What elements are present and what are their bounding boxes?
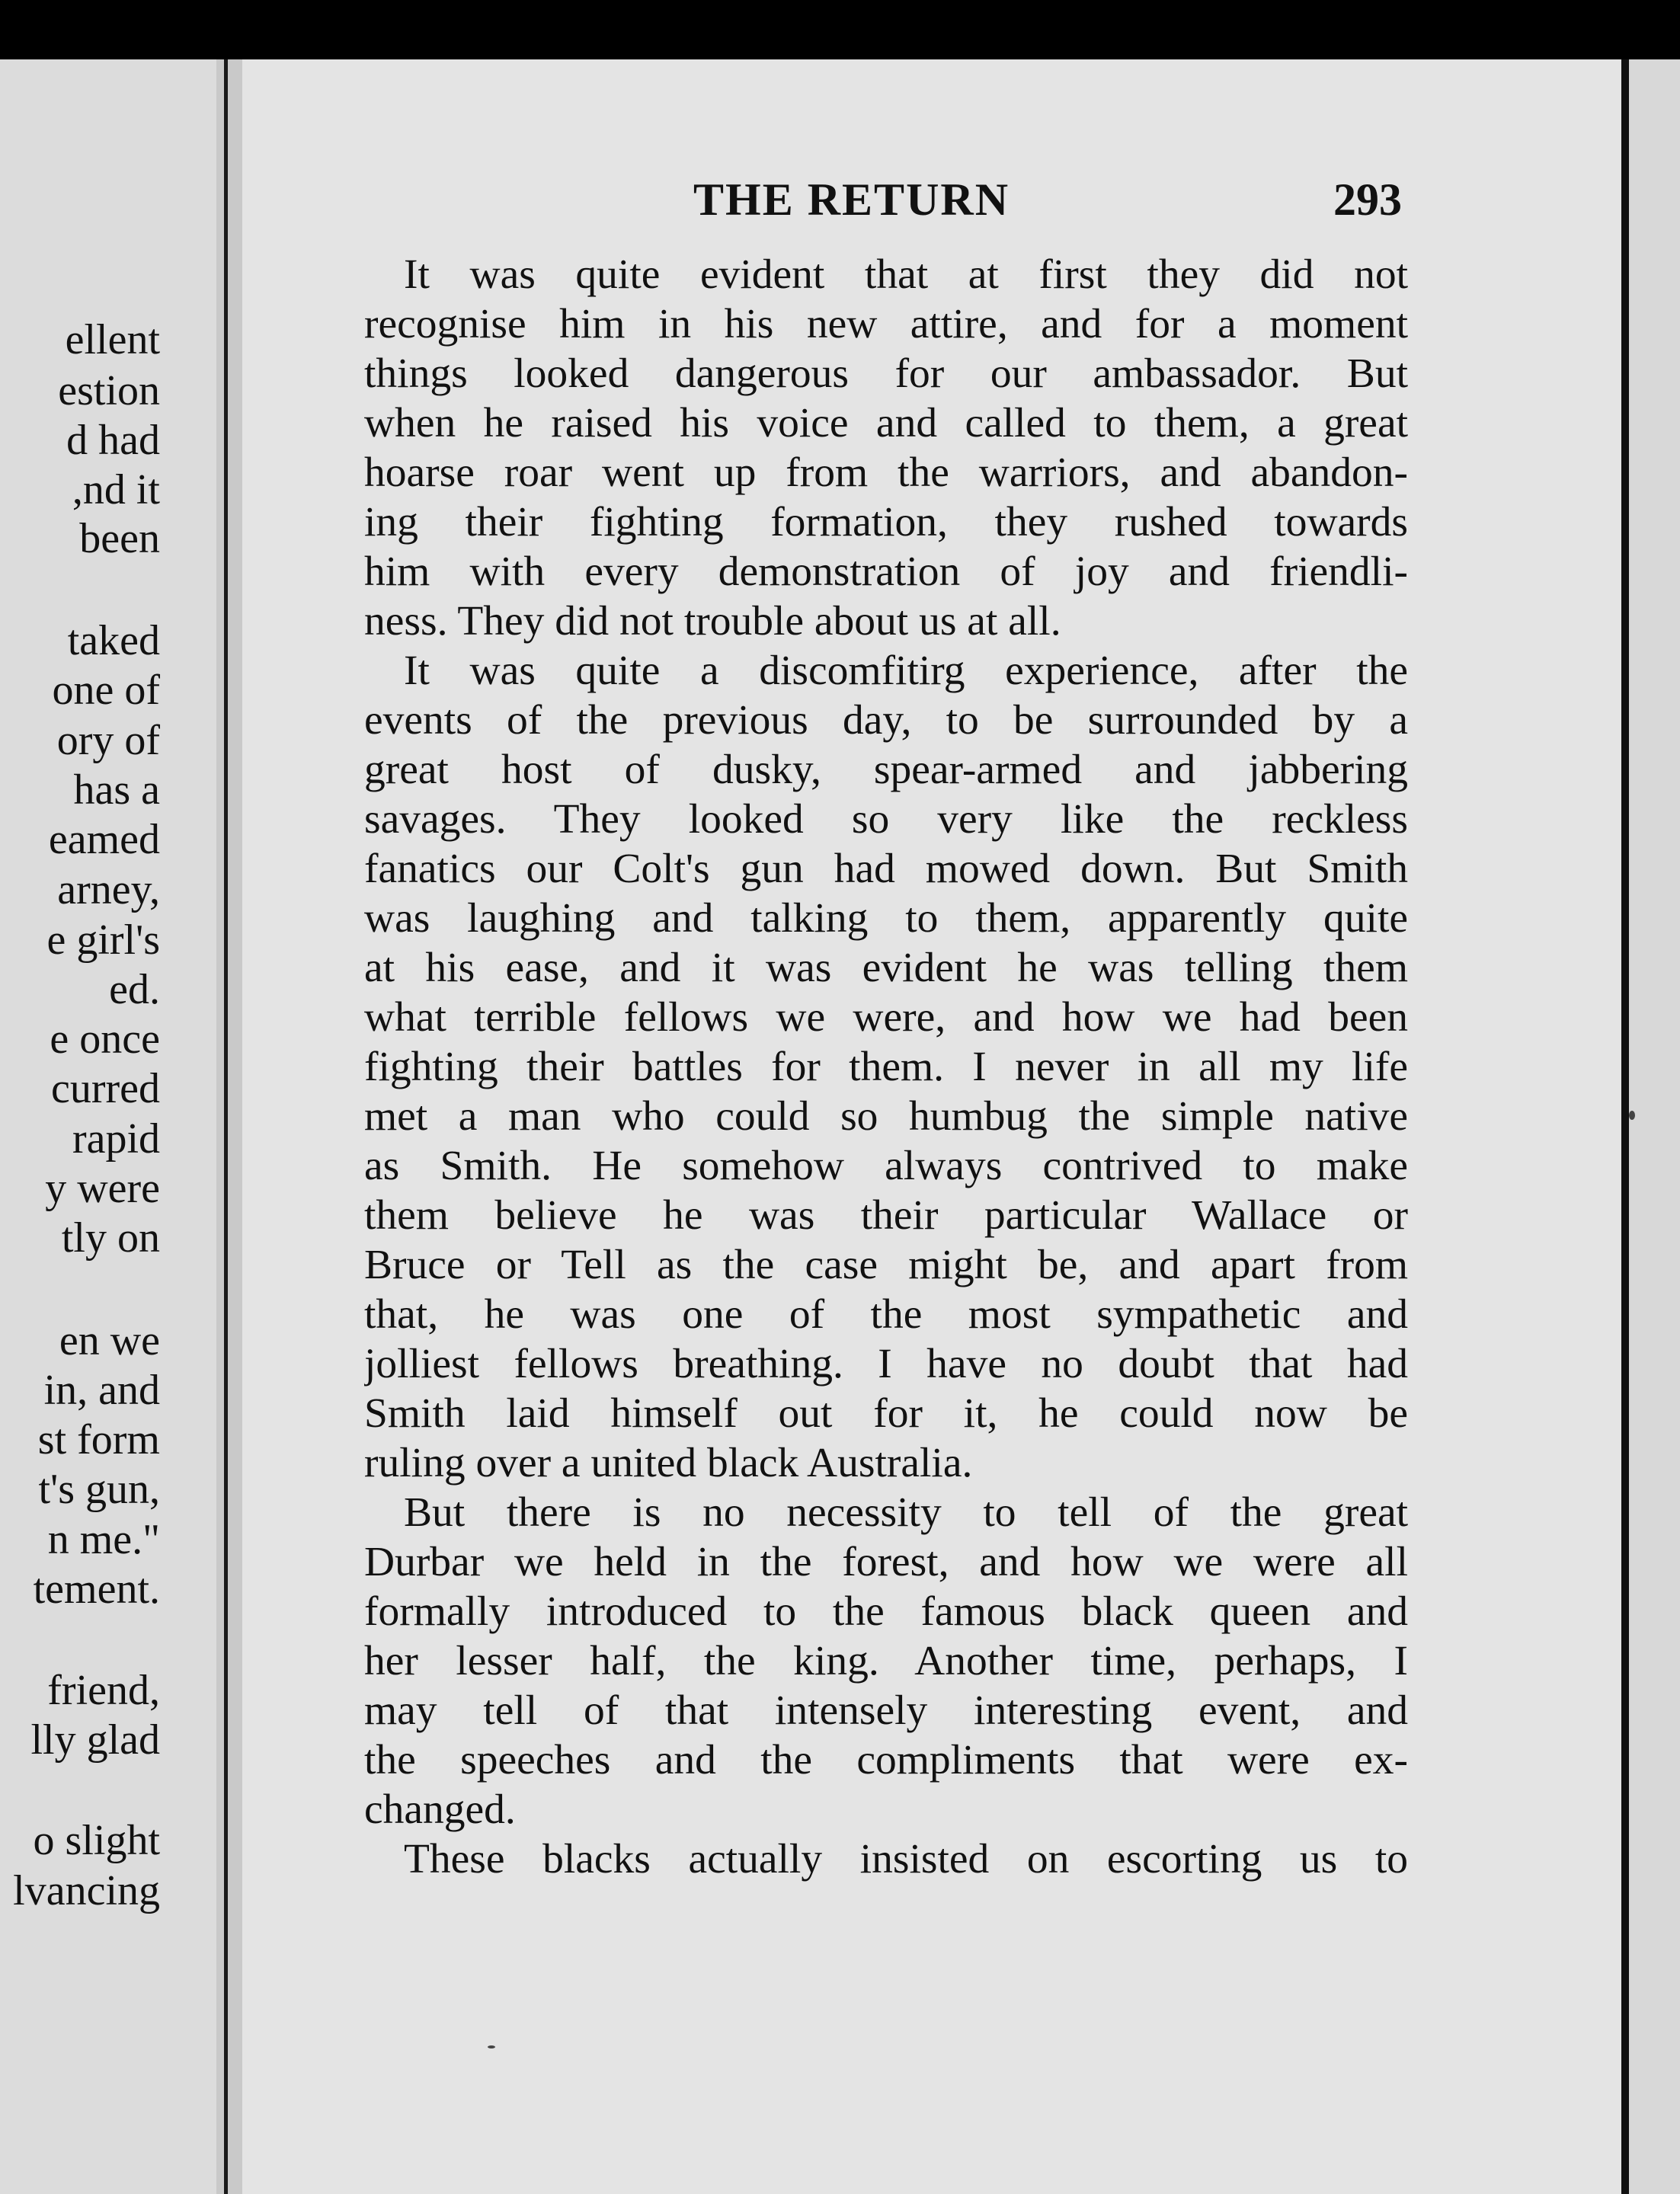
spine-rule [224, 59, 228, 2194]
text-line: what terrible fellows we were, and how we had been [364, 994, 1408, 1041]
left-page-line: curred [50, 1065, 160, 1112]
text-line: hoarse roar went up from the warriors, and abandon- [364, 449, 1408, 496]
left-page-line: d had [66, 417, 160, 464]
text-line: great host of dusky, spear-armed and jabbering [364, 747, 1408, 793]
text-line: formally introduced to the famous black queen and [364, 1588, 1408, 1635]
left-page-line: lvancing [13, 1867, 160, 1914]
text-line: savages. They looked so very like the reckless [364, 796, 1408, 843]
book-spine [216, 59, 242, 2194]
text-line: events of the previous day, to be surrounded by a [364, 697, 1408, 744]
text-line: him with every demonstration of joy and friendli- [364, 548, 1408, 595]
left-page-line: friend, [47, 1667, 160, 1714]
left-page-line: ory of [56, 717, 160, 764]
text-line: them believe he was their particular Wallace or [364, 1192, 1408, 1239]
text-line: may tell of that intensely interesting event, and [364, 1687, 1408, 1734]
text-line: as Smith. He somehow always contrived to make [364, 1143, 1408, 1189]
text-line: Durbar we held in the forest, and how we were all [364, 1539, 1408, 1585]
text-line: ruling over a united black Australia. [364, 1440, 973, 1486]
left-page-line: estion [58, 367, 160, 414]
text-line: met a man who could so humbug the simple native [364, 1093, 1408, 1140]
text-line: when he raised his voice and called to them, a great [364, 400, 1408, 446]
text-line: It was quite evident that at first they did not [404, 251, 1408, 298]
running-title: THE RETURN [693, 174, 1010, 225]
left-page-line: n me." [47, 1516, 160, 1563]
text-line: Bruce or Tell as the case might be, and apart from [364, 1242, 1408, 1288]
body-text [364, 250, 1408, 1884]
left-page-line: y were [45, 1165, 160, 1212]
left-page-line: st form [37, 1416, 160, 1463]
left-page-line: e once [50, 1015, 160, 1063]
left-page-line: lly glad [30, 1716, 160, 1764]
left-page-line: in, and [43, 1367, 160, 1414]
scan-speck [1629, 1111, 1635, 1120]
text-line: was laughing and talking to them, apparently quite [364, 895, 1408, 942]
text-line: But there is no necessity to tell of the great [404, 1489, 1408, 1536]
text-line: jolliest fellows breathing. I have no doubt that had [364, 1341, 1408, 1387]
left-page-line: eamed [48, 816, 160, 863]
text-line: the speeches and the compliments that were ex- [364, 1737, 1408, 1783]
text-line: recognise him in his new attire, and for a moment [364, 301, 1408, 347]
left-page-line: ed. [109, 966, 160, 1013]
left-page-line: t's gun, [38, 1466, 160, 1513]
scan-speck [488, 2045, 495, 2048]
text-line: It was quite a discomfitirg experience, after the [404, 648, 1408, 694]
text-line: These blacks actually insisted on escorting us to [404, 1836, 1408, 1882]
left-page-line: tement. [33, 1566, 160, 1613]
text-line: ness. They did not trouble about us at all. [364, 598, 1061, 644]
left-page-line: has a [73, 766, 160, 814]
page-edge-margin [1629, 59, 1680, 2194]
text-line: fighting their battles for them. I never in all my life [364, 1044, 1408, 1090]
left-page-line: en we [59, 1317, 160, 1364]
left-page-line: o slight [33, 1817, 160, 1864]
text-line: things looked dangerous for our ambassador. But [364, 350, 1408, 397]
left-page [0, 59, 216, 2194]
page-number: 293 [1333, 174, 1402, 225]
left-page-line: ellent [65, 316, 160, 363]
text-line: fanatics our Colt's gun had mowed down. But Smith [364, 846, 1408, 892]
text-line: ing their fighting formation, they rushed towards [364, 499, 1408, 545]
text-line: Smith laid himself out for it, he could now be [364, 1390, 1408, 1437]
text-line: at his ease, and it was evident he was telling them [364, 945, 1408, 991]
page-edge-rule [1621, 59, 1629, 2194]
text-line: her lesser half, the king. Another time, perhaps, I [364, 1638, 1408, 1684]
left-page-line: tly on [61, 1214, 160, 1262]
left-page-line: rapid [72, 1115, 160, 1163]
left-page-line: e girl's [46, 916, 160, 964]
text-line: that, he was one of the most sympathetic and [364, 1291, 1408, 1338]
left-page-line: been [79, 515, 160, 562]
left-page-line: taked [67, 617, 160, 664]
left-page-line: one of [52, 667, 160, 714]
running-header [411, 174, 1402, 227]
left-page-line: arney, [57, 866, 160, 913]
left-page-line: ,nd it [72, 466, 160, 513]
text-line: changed. [364, 1786, 516, 1833]
